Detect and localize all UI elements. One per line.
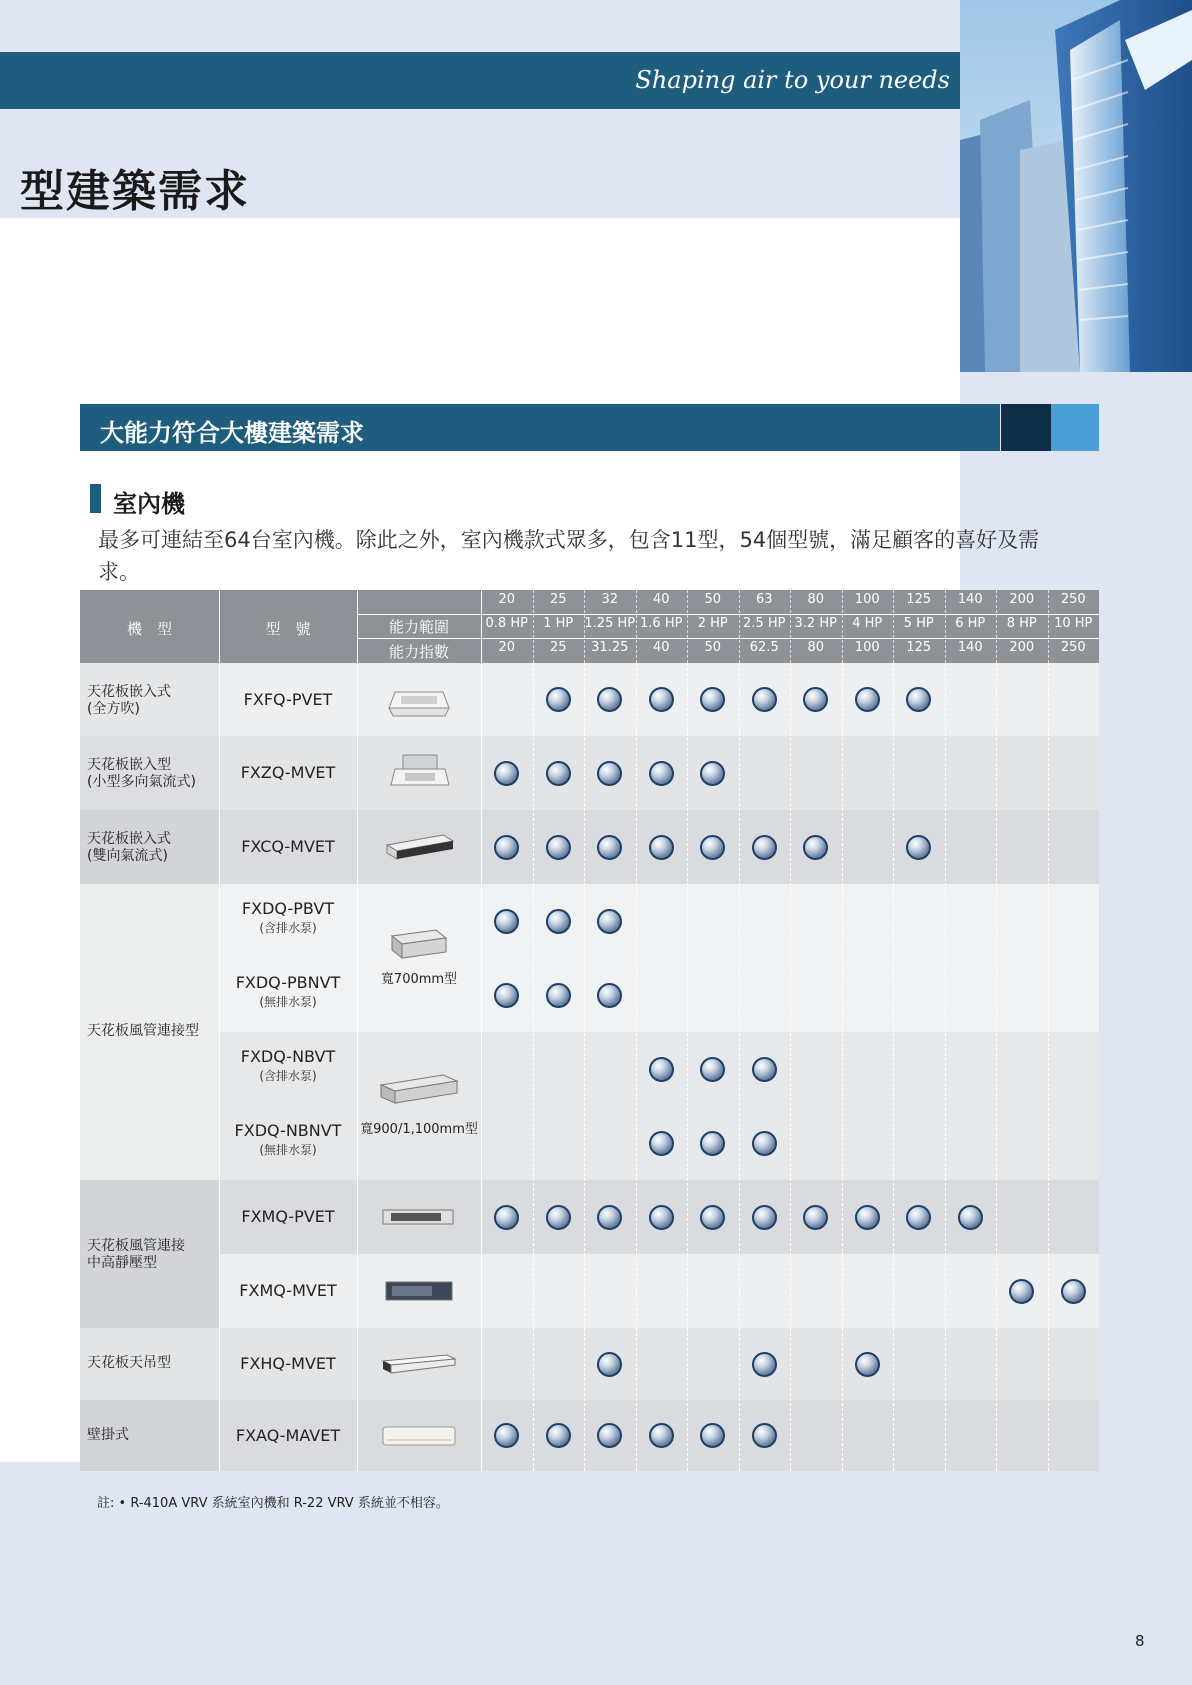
availability-dot xyxy=(700,761,725,786)
model-name: FXFQ-PVET xyxy=(243,689,333,709)
col-divider xyxy=(790,663,791,1471)
unit-image-compact-cassette xyxy=(357,736,481,810)
availability-dot xyxy=(700,1205,725,1230)
availability-dot xyxy=(700,1057,725,1082)
model-name: FXDQ-NBVT xyxy=(240,1047,336,1066)
capacity-size: 20 xyxy=(498,592,516,607)
availability-dot xyxy=(494,1205,519,1230)
availability-dot xyxy=(546,1205,571,1230)
availability-dot xyxy=(494,909,519,934)
availability-dot xyxy=(597,1352,622,1377)
availability-dot xyxy=(546,1423,571,1448)
availability-dot xyxy=(752,835,777,860)
unit-image-mq xyxy=(357,1180,481,1254)
type-label-line1: 天花板嵌入型 xyxy=(87,757,171,773)
header-line xyxy=(357,614,1099,615)
availability-dot xyxy=(649,687,674,712)
col-divider xyxy=(636,663,637,1471)
availability-dot xyxy=(752,687,777,712)
type-label xyxy=(87,1427,129,1444)
model-name: FXDQ-NBNVT xyxy=(234,1121,342,1140)
unit-image-duct-700 xyxy=(357,884,481,1008)
capacity-index: 100 xyxy=(854,640,880,655)
availability-dot xyxy=(494,983,519,1008)
col-divider xyxy=(481,663,482,1471)
capacity-hp: 3.2 HP xyxy=(794,616,837,631)
availability-dot xyxy=(855,1205,880,1230)
capacity-hp: 2 HP xyxy=(697,616,728,631)
availability-dot xyxy=(958,1205,983,1230)
col-type-header: 機 型 xyxy=(126,620,172,638)
col-divider xyxy=(636,590,637,663)
availability-dot xyxy=(803,835,828,860)
capacity-hp: 1 HP xyxy=(543,616,574,631)
col-divider xyxy=(893,663,894,1471)
availability-dot xyxy=(649,761,674,786)
availability-dot xyxy=(906,1205,931,1230)
subsection-marker xyxy=(90,484,101,513)
capacity-index: 200 xyxy=(1009,640,1035,655)
availability-dot xyxy=(700,1131,725,1156)
capacity-index: 250 xyxy=(1060,640,1086,655)
section-accent-dark xyxy=(1001,404,1051,451)
col-divider xyxy=(996,590,997,663)
col-divider xyxy=(1048,590,1049,663)
model-name: FXZQ-MVET xyxy=(240,763,336,782)
model-note: (無排水泵) xyxy=(259,1143,317,1157)
unit-image-ceiling-suspended xyxy=(357,1328,481,1400)
availability-dot xyxy=(546,835,571,860)
capacity-index: 31.25 xyxy=(591,640,629,655)
availability-dot xyxy=(803,1205,828,1230)
col-model-header: 型 號 xyxy=(265,620,311,638)
model-name: FXMQ-PVET xyxy=(241,1207,335,1226)
capacity-index-label: 能力指數 xyxy=(388,643,449,661)
type-label-line2: 中高靜壓型 xyxy=(87,1255,157,1271)
availability-dot xyxy=(700,835,725,860)
capacity-index: 140 xyxy=(957,640,983,655)
header-line xyxy=(357,638,1099,639)
capacity-size: 40 xyxy=(652,592,670,607)
availability-dot xyxy=(649,1057,674,1082)
col-divider xyxy=(945,663,946,1471)
building-photo xyxy=(960,0,1192,372)
unit-image-cassette xyxy=(357,663,481,736)
availability-dot xyxy=(597,983,622,1008)
section-accent-light xyxy=(1051,404,1099,451)
availability-dot xyxy=(546,761,571,786)
model-note: (無排水泵) xyxy=(259,995,317,1009)
availability-dot xyxy=(649,1131,674,1156)
type-label-line2: (雙向氣流式) xyxy=(87,848,168,864)
capacity-index: 25 xyxy=(549,640,567,655)
capacity-index: 20 xyxy=(498,640,516,655)
availability-dot xyxy=(546,687,571,712)
model-name: FXMQ-MVET xyxy=(239,1281,337,1300)
type-label xyxy=(87,757,196,791)
availability-dot xyxy=(649,1423,674,1448)
availability-dot xyxy=(546,909,571,934)
header-divider xyxy=(481,590,482,663)
section-title-bar xyxy=(80,404,1000,451)
capacity-size: 25 xyxy=(549,592,567,607)
availability-dot xyxy=(1009,1279,1034,1304)
subsection-description: 最多可連結至64台室內機。除此之外，室內機款式眾多，包含11型，54個型號，滿足顧客的喜好及需求。 xyxy=(98,528,1040,584)
availability-dot xyxy=(752,1352,777,1377)
capacity-index: 125 xyxy=(906,640,932,655)
capacity-size: 140 xyxy=(957,592,983,607)
availability-dot xyxy=(906,835,931,860)
availability-dot xyxy=(597,1205,622,1230)
availability-dot xyxy=(752,1131,777,1156)
model-name: FXAQ-MAVET xyxy=(235,1425,341,1445)
availability-dot xyxy=(597,835,622,860)
capacity-hp: 1.25 HP xyxy=(584,616,636,631)
availability-dot xyxy=(855,687,880,712)
capacity-index: 50 xyxy=(704,640,722,655)
type-label-line2: (小型多向氣流式) xyxy=(87,774,196,790)
capacity-size: 100 xyxy=(854,592,880,607)
capacity-size: 63 xyxy=(755,592,773,607)
capacity-size: 200 xyxy=(1009,592,1035,607)
col-divider xyxy=(739,590,740,663)
page-title: 型建築需求 xyxy=(20,166,250,217)
type-label xyxy=(87,1355,171,1372)
col-divider xyxy=(584,590,585,663)
availability-dot xyxy=(752,1423,777,1448)
col-divider xyxy=(687,590,688,663)
col-divider xyxy=(790,590,791,663)
col-divider xyxy=(842,663,843,1471)
capacity-size: 50 xyxy=(704,592,722,607)
capacity-hp: 10 HP xyxy=(1054,616,1093,631)
capacity-range-label: 能力範圍 xyxy=(388,618,449,636)
availability-dot xyxy=(597,761,622,786)
type-label-line1: 天花板嵌入式 xyxy=(87,831,171,847)
capacity-hp: 5 HP xyxy=(903,616,934,631)
width-900-label: 寬900/1,100mm型 xyxy=(360,1122,478,1137)
type-label xyxy=(87,1238,185,1272)
capacity-size: 32 xyxy=(601,592,619,607)
model-note: (含排水泵) xyxy=(259,1069,317,1083)
capacity-size: 250 xyxy=(1060,592,1086,607)
type-label-line1: 天花板風管連接 xyxy=(87,1238,185,1254)
subsection-title: 室內機 xyxy=(113,490,185,518)
type-label-line2: (全方吹) xyxy=(87,700,140,717)
type-label xyxy=(87,684,171,718)
width-700-label: 寬700mm型 xyxy=(380,972,458,987)
type-label-line1: 天花板天吊型 xyxy=(87,1355,171,1371)
col-divider xyxy=(687,663,688,1471)
col-divider xyxy=(893,590,894,663)
col-divider xyxy=(584,663,585,1471)
availability-dot xyxy=(855,1352,880,1377)
availability-dot xyxy=(1061,1279,1086,1304)
unit-image-two-way xyxy=(357,810,481,884)
model-name: FXDQ-PBVT xyxy=(241,899,335,918)
col-divider xyxy=(996,663,997,1471)
col-divider xyxy=(739,663,740,1471)
capacity-hp: 4 HP xyxy=(852,616,883,631)
model-name: FXHQ-MVET xyxy=(240,1354,336,1373)
model-name: FXCQ-MVET xyxy=(241,837,335,856)
type-label-line1: 壁掛式 xyxy=(87,1426,129,1443)
capacity-size: 125 xyxy=(906,592,932,607)
page-number: 8 xyxy=(1135,1632,1145,1650)
type-label xyxy=(87,1023,199,1040)
capacity-hp: 0.8 HP xyxy=(485,616,528,631)
capacity-index: 62.5 xyxy=(749,640,779,655)
col-divider xyxy=(842,590,843,663)
footnote: 註: • R-410A VRV 系統室內機和 R-22 VRV 系統並不相容。 xyxy=(97,1496,449,1511)
availability-dot xyxy=(752,1205,777,1230)
capacity-index: 80 xyxy=(807,640,825,655)
capacity-hp: 1.6 HP xyxy=(640,616,683,631)
type-label-line1: 天花板嵌入式 xyxy=(87,683,171,700)
section-title: 大能力符合大樓建築需求 xyxy=(100,419,364,447)
col-divider xyxy=(945,590,946,663)
availability-dot xyxy=(546,983,571,1008)
capacity-size: 80 xyxy=(807,592,825,607)
capacity-index: 40 xyxy=(652,640,670,655)
availability-dot xyxy=(494,761,519,786)
capacity-hp: 6 HP xyxy=(955,616,986,631)
col-divider xyxy=(533,663,534,1471)
capacity-hp: 2.5 HP xyxy=(743,616,786,631)
model-note: (含排水泵) xyxy=(259,921,317,935)
header-divider xyxy=(219,590,220,663)
type-label xyxy=(87,831,171,865)
unit-image-wall-mounted xyxy=(357,1400,481,1471)
col-divider xyxy=(533,590,534,663)
type-label-line1: 天花板風管連接型 xyxy=(87,1023,199,1039)
col-divider xyxy=(1048,663,1049,1471)
model-name: FXDQ-PBNVT xyxy=(235,973,341,992)
availability-dot xyxy=(649,835,674,860)
indoor-unit-table xyxy=(80,590,1099,1471)
availability-dot xyxy=(494,835,519,860)
availability-dot xyxy=(649,1205,674,1230)
availability-dot xyxy=(752,1057,777,1082)
availability-dot xyxy=(597,909,622,934)
capacity-hp: 8 HP xyxy=(1006,616,1037,631)
tagline: Shaping air to your needs xyxy=(635,66,950,94)
header-divider xyxy=(357,590,358,663)
unit-image-mq-large xyxy=(357,1254,481,1328)
